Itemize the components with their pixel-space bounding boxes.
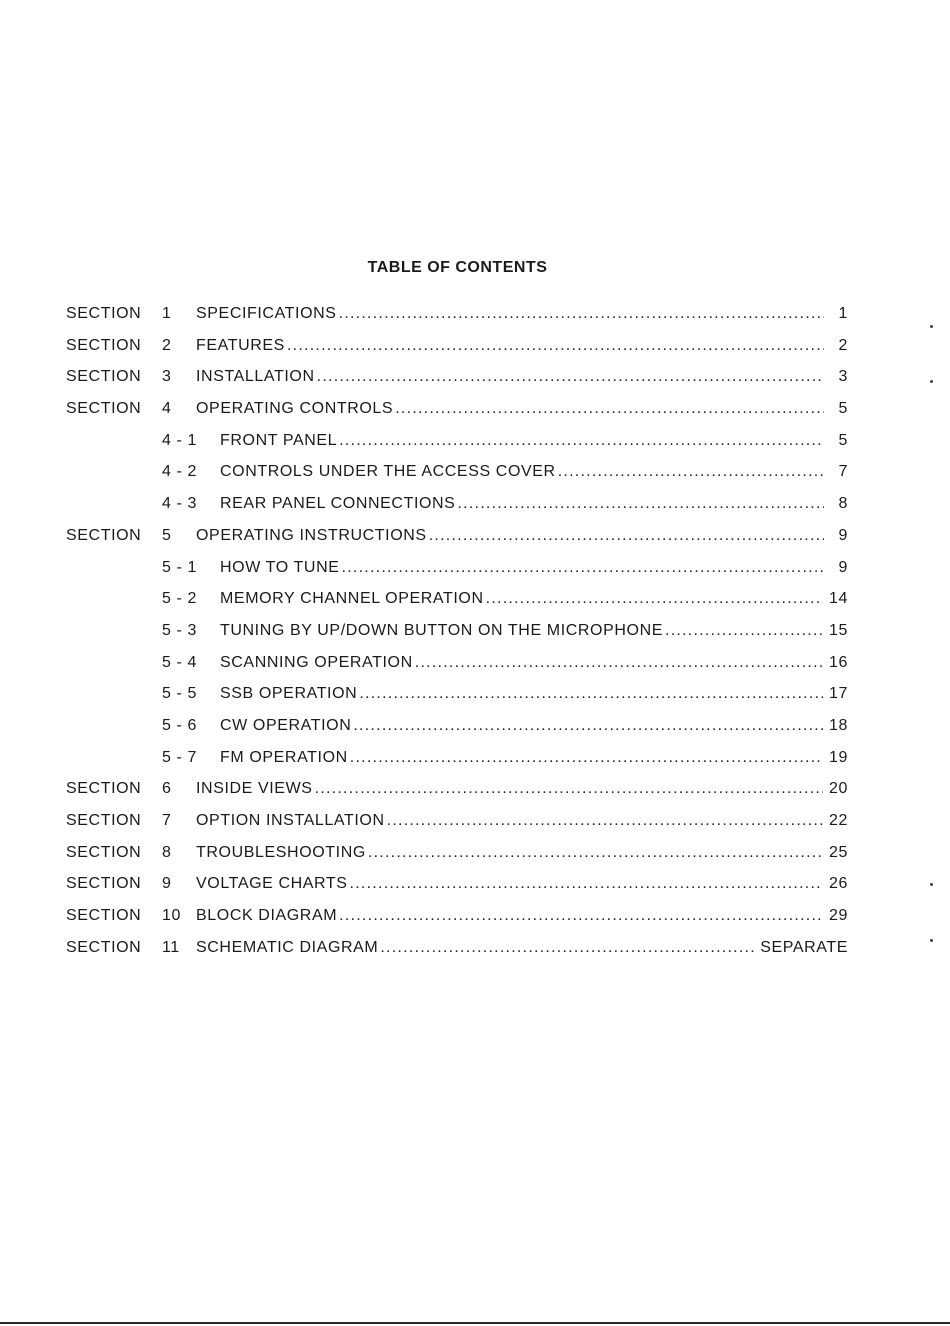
entry-title: TROUBLESHOOTING: [196, 843, 366, 861]
page-number: 5: [838, 431, 848, 449]
section-number: 2: [162, 336, 172, 354]
dot-leader: [317, 368, 824, 386]
page-number: 1: [838, 305, 848, 322]
page-number: 17: [829, 685, 848, 703]
dot-leader: [339, 432, 824, 450]
toc-subentry: [66, 559, 848, 591]
page-bottom-rule: [0, 1322, 950, 1324]
page-number: 20: [829, 780, 848, 798]
page-number: 5: [838, 400, 848, 418]
scan-speck: [930, 939, 933, 942]
page-number: 9: [838, 558, 848, 576]
section-label: SECTION: [66, 368, 142, 386]
section-label: SECTION: [66, 305, 142, 322]
section-number: 11: [162, 938, 180, 956]
entry-title: SSB OPERATION: [220, 685, 358, 703]
entry-title: CONTROLS UNDER THE ACCESS COVER: [220, 463, 556, 481]
page-number: 15: [829, 621, 848, 639]
dot-leader: [359, 685, 823, 703]
toc-subentry: [66, 654, 848, 686]
dot-leader: [486, 590, 823, 608]
section-number: 4: [162, 400, 172, 418]
toc-entry: [66, 812, 848, 844]
toc-subentry: [66, 463, 848, 495]
dot-leader: [387, 812, 823, 830]
subsection-number: 5 - 1: [162, 558, 198, 576]
subsection-number: 5 - 7: [162, 748, 198, 766]
dot-leader: [342, 559, 825, 577]
entry-title: OPTION INSTALLATION: [196, 812, 385, 829]
toc-entry: [66, 527, 848, 559]
page-number: SEPARATE: [760, 938, 848, 956]
dot-leader: [339, 907, 823, 925]
section-label: SECTION: [66, 875, 142, 893]
section-number: 1: [162, 305, 172, 322]
section-number: 7: [162, 812, 172, 829]
dot-leader: [429, 527, 824, 545]
dot-leader: [287, 337, 824, 355]
entry-title: TUNING BY UP/DOWN BUTTON ON THE MICROPHONE: [220, 621, 664, 639]
page-number: 19: [829, 748, 848, 766]
dot-leader: [350, 749, 823, 767]
subsection-number: 4 - 1: [162, 431, 198, 449]
section-label: SECTION: [66, 526, 142, 544]
dot-leader: [558, 463, 824, 481]
dot-leader: [353, 717, 823, 735]
section-label: SECTION: [66, 812, 142, 829]
page-title: TABLE OF CONTENTS: [367, 259, 548, 276]
entry-title: FM OPERATION: [220, 748, 348, 766]
entry-title: OPERATING CONTROLS: [196, 400, 394, 418]
page-number: 7: [838, 463, 848, 481]
toc-entry: [66, 939, 848, 971]
toc-entry: [66, 368, 848, 400]
section-number: 8: [162, 843, 172, 861]
toc-entry: [66, 844, 848, 876]
dot-leader: [380, 939, 754, 957]
toc-subentry: [66, 717, 848, 749]
page-number: 29: [829, 907, 848, 925]
section-number: 10: [162, 907, 181, 925]
section-label: SECTION: [66, 907, 142, 925]
page-number: 9: [838, 526, 848, 544]
dot-leader: [339, 305, 824, 323]
toc-subentry: [66, 432, 848, 464]
subsection-number: 4 - 2: [162, 463, 198, 481]
entry-title: FRONT PANEL: [220, 431, 338, 449]
section-label: SECTION: [66, 400, 142, 418]
page-number: 3: [838, 368, 848, 386]
entry-title: CW OPERATION: [220, 716, 352, 734]
section-number: 3: [162, 368, 172, 386]
toc-entry: [66, 400, 848, 432]
page-number: 26: [829, 875, 848, 893]
toc-entry: [66, 907, 848, 939]
subsection-number: 5 - 2: [162, 590, 198, 608]
dot-leader: [457, 495, 824, 513]
entry-title: SPECIFICATIONS: [196, 305, 337, 322]
entry-title: INSIDE VIEWS: [196, 780, 313, 798]
subsection-number: 4 - 3: [162, 495, 198, 513]
dot-leader: [315, 780, 823, 798]
page-number: 2: [838, 336, 848, 354]
toc-entry: [66, 337, 848, 369]
subsection-number: 5 - 4: [162, 653, 198, 671]
toc-entry: [66, 875, 848, 907]
section-label: SECTION: [66, 843, 142, 861]
entry-title: VOLTAGE CHARTS: [196, 875, 348, 893]
dot-leader: [350, 875, 823, 893]
page-number: 22: [829, 812, 848, 829]
page-number: 8: [838, 495, 848, 513]
dot-leader: [415, 654, 823, 672]
page-number: 18: [829, 716, 848, 734]
entry-title: SCHEMATIC DIAGRAM: [196, 938, 379, 956]
toc-subentry: [66, 622, 848, 654]
dot-leader: [368, 844, 823, 862]
subsection-number: 5 - 3: [162, 621, 198, 639]
toc-entry: [66, 305, 848, 337]
section-label: SECTION: [66, 780, 142, 798]
page-number: 16: [829, 653, 848, 671]
entry-title: HOW TO TUNE: [220, 558, 340, 576]
entry-title: BLOCK DIAGRAM: [196, 907, 338, 925]
page-number: 25: [829, 843, 848, 861]
subsection-number: 5 - 6: [162, 716, 198, 734]
toc-subentry: [66, 590, 848, 622]
section-label: SECTION: [66, 336, 142, 354]
entry-title: INSTALLATION: [196, 368, 315, 386]
toc-entry: [66, 780, 848, 812]
scan-speck: [930, 883, 933, 886]
subsection-number: 5 - 5: [162, 685, 198, 703]
dot-leader: [665, 622, 823, 640]
dot-leader: [395, 400, 824, 418]
page-number: 14: [829, 590, 848, 608]
toc-subentry: [66, 685, 848, 717]
toc-subentry: [66, 495, 848, 527]
scan-speck: [930, 380, 933, 383]
entry-title: FEATURES: [196, 336, 285, 354]
toc-subentry: [66, 749, 848, 781]
table-of-contents: [66, 305, 848, 970]
section-number: 6: [162, 780, 172, 798]
section-number: 9: [162, 875, 172, 893]
entry-title: SCANNING OPERATION: [220, 653, 413, 671]
section-label: SECTION: [66, 938, 142, 956]
entry-title: OPERATING INSTRUCTIONS: [196, 526, 427, 544]
scan-speck: [930, 325, 933, 328]
section-number: 5: [162, 526, 172, 544]
entry-title: MEMORY CHANNEL OPERATION: [220, 590, 484, 608]
entry-title: REAR PANEL CONNECTIONS: [220, 495, 456, 513]
